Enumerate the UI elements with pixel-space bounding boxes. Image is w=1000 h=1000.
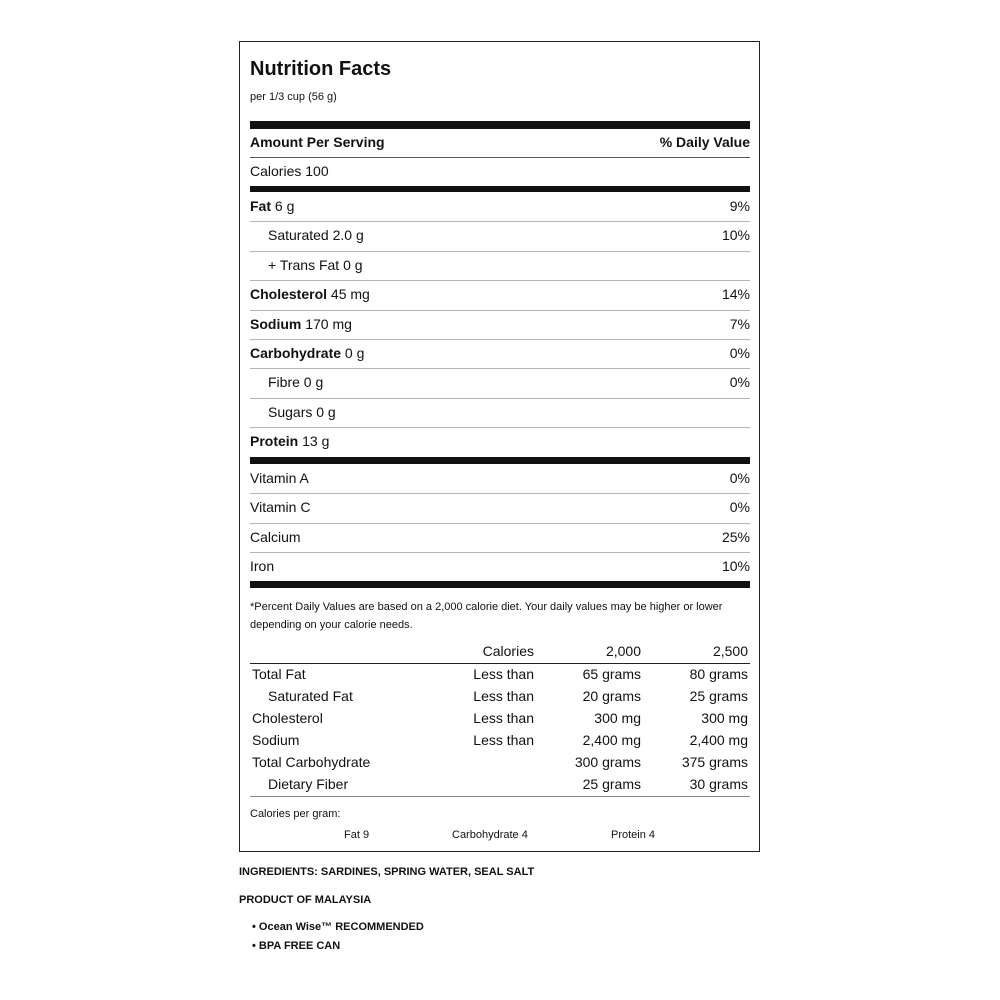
calories-per-gram-label: Calories per gram: [250,808,341,820]
nutrient-name: Cholesterol [250,286,328,303]
nutrient-row [250,192,750,221]
dv-2500-value: 300 mg [701,710,748,726]
origin-text: PRODUCT OF MALAYSIA [239,894,372,906]
ocean-wise-bullet: • Ocean Wise™ RECOMMENDED [252,921,424,933]
bpa-free-bullet: • BPA FREE CAN [252,940,341,952]
thick-divider [250,457,750,464]
dv-table-row [250,773,750,795]
nutrient-daily-value: 10% [721,227,750,244]
nutrient-row [250,368,750,397]
dv-table-row [250,685,750,707]
dv-table-header [250,640,750,662]
nutrient-daily-value: 0% [729,374,750,391]
vitamin-row [250,493,750,522]
dv-nutrient-name: Total Carbohydrate [252,754,371,770]
nutrient-label [250,339,364,368]
cpg-fat: Fat 9 [344,829,370,841]
divider [250,796,750,797]
vitamin-row [250,552,750,581]
nutrient-daily-value: 0% [729,345,750,361]
vitamin-daily-value: 10% [721,558,750,575]
nutrient-amount: 0 g [341,345,365,361]
dv-2000-value: 300 mg [594,710,641,726]
nutrition-facts-panel [239,41,760,852]
daily-value-header: % Daily Value [659,134,750,150]
vitamin-daily-value: 25% [721,528,750,545]
dv-2500-value: 30 grams [689,776,748,792]
vitamin-row [250,523,750,552]
nutrient-amount: 6 g [271,198,295,214]
dv-nutrient-name: Saturated Fat [268,688,353,704]
dv-2500-value: 80 grams [689,666,748,682]
nutrient-name: Fibre 0 g [268,374,324,391]
vitamin-name: Calcium [250,528,301,545]
calories-row [250,157,750,186]
dv-2000-value: 20 grams [582,688,641,704]
nutrient-label [250,310,352,339]
dv-2500-value: 25 grams [689,688,748,704]
dv-2500-value: 375 grams [681,754,748,770]
dv-2000-value: 300 grams [574,754,641,770]
nutrient-row [250,221,750,250]
dv-2000-value: 65 grams [582,666,641,682]
nutrient-label [250,427,329,456]
dv-limit: Less than [473,688,534,704]
dv-table-row [250,707,750,729]
dv-limit: Less than [473,710,534,726]
dv-2500-value: 2,400 mg [689,732,748,748]
nutrient-label [268,251,363,280]
vitamin-daily-value: 0% [729,499,750,516]
nutrient-label [250,280,370,309]
nutrient-label [268,221,364,250]
nutrient-row [250,427,750,456]
nutrient-name: + Trans Fat 0 g [268,256,363,273]
nutrient-label [250,192,294,221]
vitamin-daily-value: 0% [729,470,750,486]
panel-title: Nutrition Facts [250,58,392,80]
dv-nutrient-name: Cholesterol [252,710,323,726]
dv-nutrient-name: Total Fat [252,666,306,682]
nutrient-amount: 170 mg [301,315,352,332]
dv-table-row [250,751,750,773]
nutrient-name: Carbohydrate [250,345,342,361]
serving-size: per 1/3 cup (56 g) [250,91,337,103]
dv-header-cell: 2,500 [712,643,748,659]
nutrient-label [268,368,323,397]
nutrient-name: Protein [250,433,299,450]
nutrient-name: Fat [250,198,271,214]
nutrient-amount: 45 mg [327,286,370,303]
nutrient-row [250,339,750,368]
amount-per-serving-label: Amount Per Serving [250,134,385,150]
vitamin-row [250,464,750,493]
cpg-protein: Protein 4 [611,829,656,841]
vitamin-name: Vitamin A [250,470,309,486]
dv-header-cell: 2,000 [605,643,641,659]
nutrient-name: Sodium [250,315,302,332]
nutrient-daily-value: 9% [729,198,750,214]
dv-table-row [250,729,750,751]
vitamin-name: Vitamin C [250,499,311,516]
dv-2000-value: 2,400 mg [582,732,641,748]
nutrient-row [250,251,750,280]
thick-divider [250,581,750,588]
dv-limit: Less than [473,732,534,748]
cpg-carbohydrate: Carbohydrate 4 [452,829,528,841]
nutrient-row [250,280,750,309]
vitamin-name: Iron [250,558,275,575]
nutrient-row [250,310,750,339]
dv-table-row [250,663,750,685]
nutrient-name: Sugars 0 g [268,403,336,420]
nutrient-label [268,398,336,427]
dv-limit: Less than [473,666,534,682]
ingredients-text: INGREDIENTS: SARDINES, SPRING WATER, SEAL SALT [239,866,535,878]
calories-text: Calories 100 [250,163,329,179]
nutrient-daily-value: 14% [721,286,750,303]
footnote: *Percent Daily Values are based on a 2,000 calorie diet. Your daily values may be higher or lower depending on your calorie needs. [250,601,723,631]
dv-nutrient-name: Sodium [252,732,300,748]
dv-nutrient-name: Dietary Fiber [268,776,349,792]
nutrient-daily-value: 7% [729,315,750,332]
dv-header-cell: Calories [482,643,534,659]
dv-2000-value: 25 grams [582,776,641,792]
amount-header [250,128,750,157]
nutrient-name: Saturated 2.0 g [268,227,364,244]
nutrient-row [250,398,750,427]
nutrient-amount: 13 g [298,433,330,450]
